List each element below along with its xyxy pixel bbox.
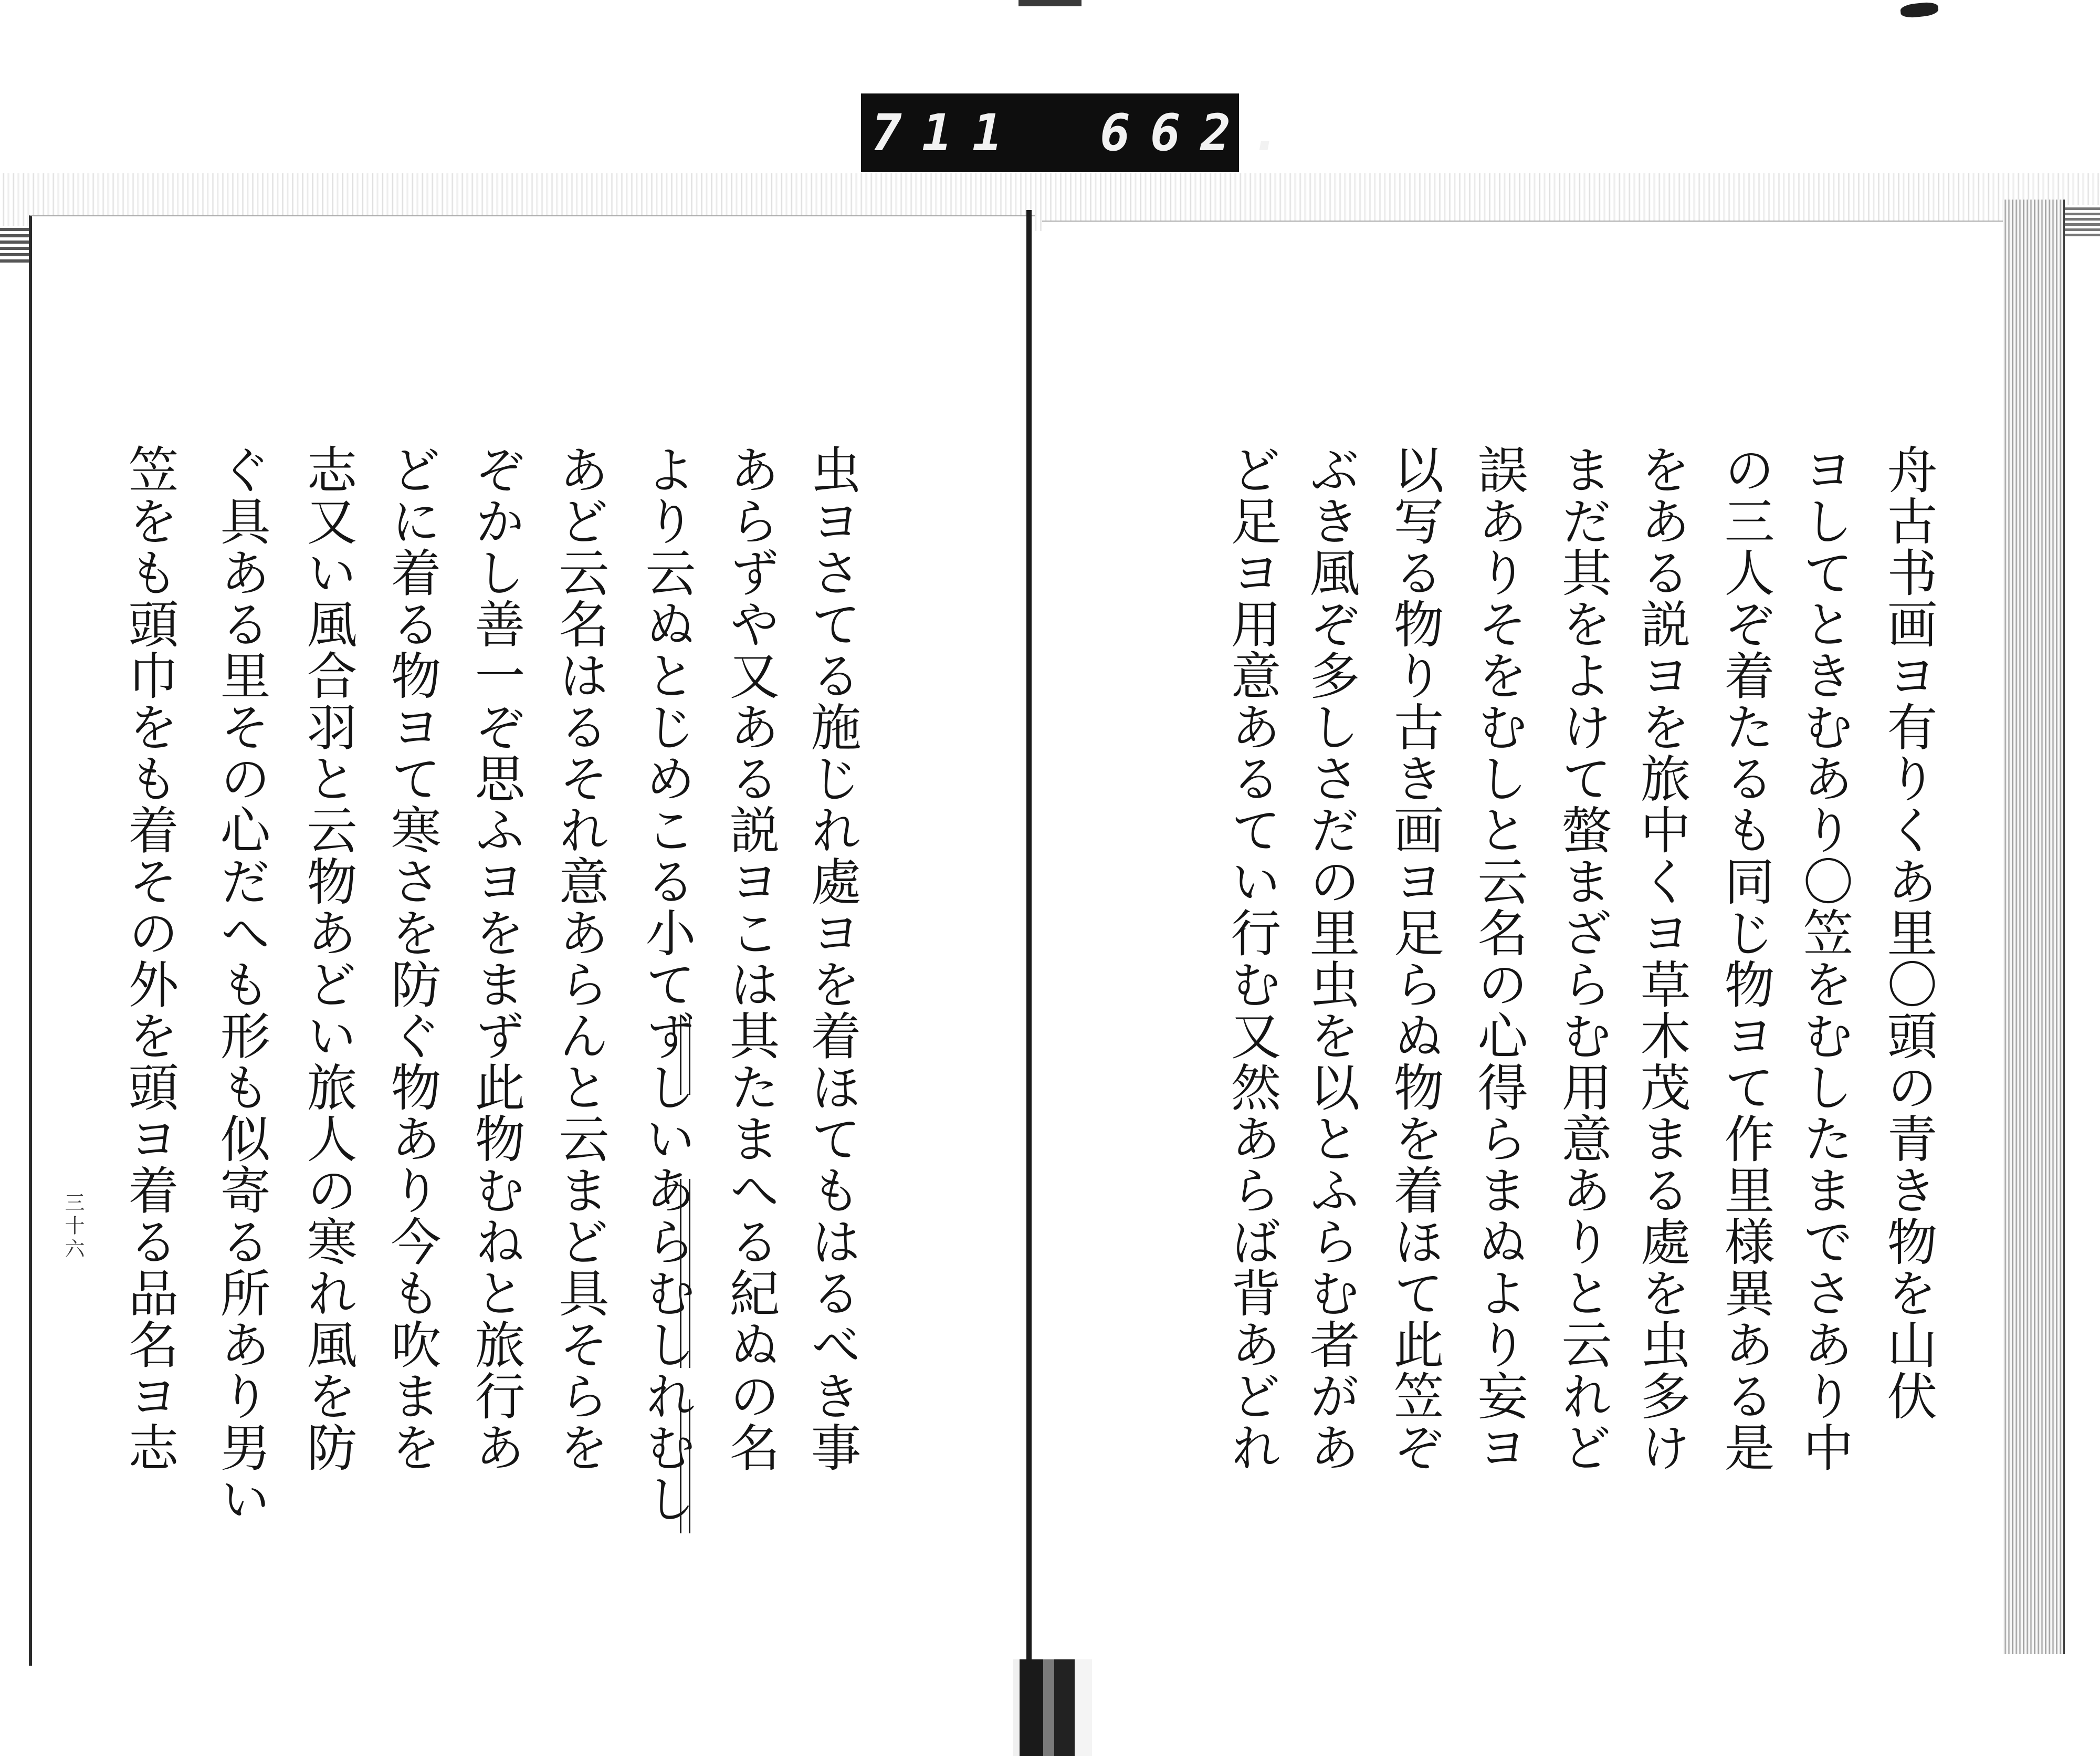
right-page-column-6: 誤ありそをむしと云名の心得らまぬより妄ヨ bbox=[1469, 444, 1528, 1473]
right-page-column-1: 舟古书画ヨ有りくあ里〇頭の青き物を山伏 bbox=[1879, 444, 1938, 1421]
right-page-column-5: まだ其をよけて螫まざらむ用意ありと云れど bbox=[1553, 444, 1612, 1473]
right-page-column-8: ぶき風ぞ多しさだの里虫を以とふらむ者があ bbox=[1301, 444, 1360, 1473]
left-page-column-6: どに着る物ヨて寒さを防ぐ物あり今も吹まを bbox=[383, 444, 442, 1473]
left-page-column-1: 虫ヨさてる施じれ處ヨを着ほてもはるべき事 bbox=[803, 444, 862, 1473]
binding-clip-right bbox=[2063, 205, 2100, 236]
folio-number: 三十六 bbox=[61, 1192, 85, 1261]
right-page-column-7: 以写る物り古き画ヨ足らぬ物を着ほて此笠ぞ bbox=[1385, 444, 1444, 1473]
ditto-mark bbox=[680, 1179, 690, 1368]
left-page-column-8: ぐ具ある里その心だへも形も似寄る所あり男い bbox=[212, 444, 271, 1524]
frame-number-left: 711 bbox=[872, 103, 1023, 162]
left-page-column-9: 笠をも頭巾をも着その外を頭ヨ着る品名ヨ志 bbox=[120, 444, 179, 1473]
right-page-column-9: ど足ヨ用意あるてい行む又然あらば背あどれ bbox=[1223, 444, 1282, 1473]
right-page-column-2: ヨしてときむあり〇笠をむしたまでさあり中 bbox=[1795, 444, 1854, 1473]
frame-number-plate bbox=[861, 93, 1301, 172]
left-page-column-3: より云ぬとじめこる小てずしいあらむしれむし bbox=[637, 444, 696, 1524]
left-page-column-2: あらずや又ある説ヨこは其たまへる紀ぬの名 bbox=[721, 444, 780, 1473]
ditto-mark bbox=[680, 1399, 690, 1533]
left-page-column-7: 志又い風合羽と云物あどい旅人の寒れ風を防 bbox=[299, 444, 358, 1473]
left-page-column-4: あど云名はるそれ意あらんと云まど具そらを bbox=[551, 444, 610, 1473]
page-edge-stack bbox=[2003, 200, 2065, 1654]
scan-smudge-top bbox=[1018, 0, 1082, 6]
ditto-mark bbox=[680, 1016, 690, 1095]
left-page bbox=[29, 215, 1035, 1666]
left-page-column-5: ぞかし善一ぞ思ふヨをまず此物むねと旅行あ bbox=[467, 444, 526, 1473]
right-page-column-4: をある説ヨを旅中くヨ草木茂まる處を虫多け bbox=[1632, 444, 1691, 1473]
frame-number-right: 662. bbox=[1100, 103, 1301, 162]
scan-smudge-right bbox=[1900, 1, 1939, 18]
film-strip-bottom bbox=[1013, 1659, 1092, 1756]
book-gutter bbox=[1026, 210, 1032, 1675]
right-page-column-3: の三人ぞ着たるも同じ物ヨて作里様異ある是 bbox=[1716, 444, 1775, 1473]
